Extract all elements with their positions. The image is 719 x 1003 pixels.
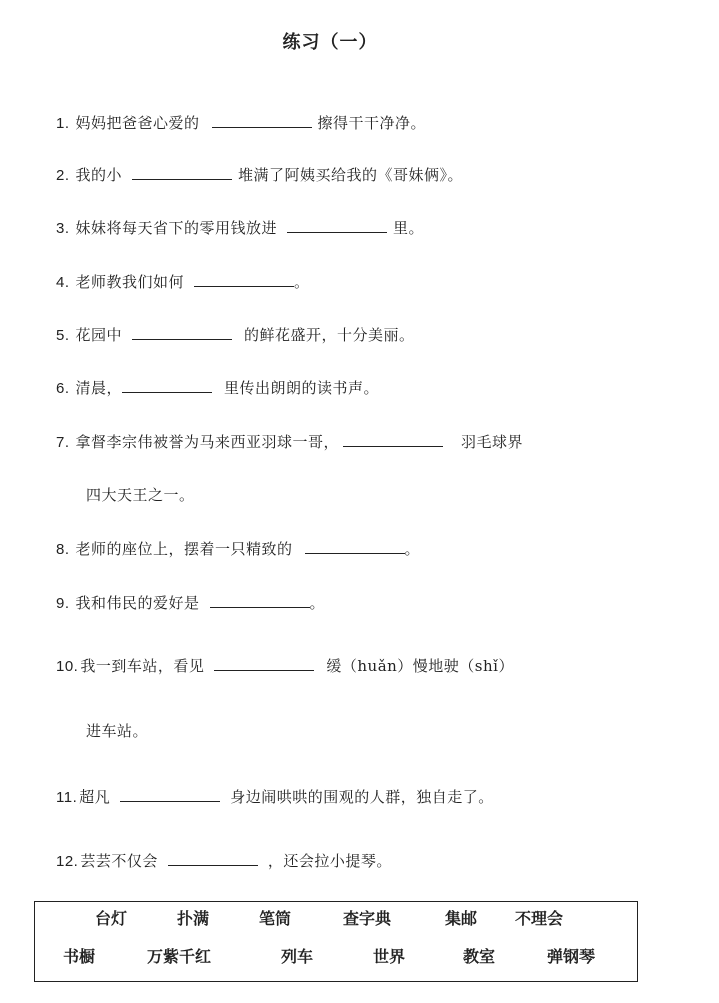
question-text-before: 我一到车站，看见 — [80, 657, 205, 675]
word-bank-item: 书橱 — [63, 947, 96, 966]
word-bank-item: 查字典 — [343, 909, 392, 928]
question-text-after: 羽毛球界 — [461, 433, 524, 451]
question-8 — [56, 538, 420, 559]
question-number: 7. — [56, 434, 70, 451]
question-text-before: 老师的座位上，摆着一只精致的 — [75, 540, 293, 558]
question-7 — [56, 431, 523, 452]
question-text-after: 堆满了阿姨买给我的《哥妹俩》。 — [238, 166, 464, 184]
question-text-after: 。 — [404, 540, 421, 558]
answer-blank[interactable] — [132, 167, 232, 180]
word-bank-item: 教室 — [463, 947, 496, 966]
answer-blank[interactable] — [168, 853, 258, 866]
question-text-before: 芸芸不仅会 — [80, 852, 158, 870]
answer-blank[interactable] — [194, 274, 294, 287]
question-text-before: 妈妈把爸爸心爱的 — [75, 114, 200, 132]
question-11 — [56, 786, 494, 807]
question-text-after: 里传出朗朗的读书声。 — [224, 379, 380, 397]
question-text-before: 花园中 — [75, 326, 123, 344]
answer-blank[interactable] — [214, 658, 314, 671]
question-number: 12. — [56, 853, 79, 870]
word-bank-item: 扑满 — [177, 909, 210, 928]
question-text-before: 拿督李宗伟被誉为马来西亚羽球一哥， — [75, 433, 340, 451]
answer-blank[interactable] — [210, 595, 310, 608]
question-text-after: 擦得干干净净。 — [317, 114, 427, 132]
question-10 — [56, 655, 514, 676]
question-number: 10. — [56, 658, 79, 675]
question-number: 6. — [56, 380, 70, 397]
question-text-after: 缓（huǎn）慢地驶（shǐ） — [326, 657, 514, 675]
question-number: 3. — [56, 220, 70, 237]
question-text-after: 。 — [294, 273, 310, 291]
answer-blank[interactable] — [212, 115, 312, 128]
question-text-before: 超凡 — [79, 788, 111, 806]
answer-blank[interactable] — [287, 220, 387, 233]
question-text-after: 的鲜花盛开，十分美丽。 — [244, 326, 415, 344]
question-text-before: 我和伟民的爱好是 — [75, 594, 200, 612]
question-4 — [56, 271, 310, 292]
answer-blank[interactable] — [305, 541, 405, 554]
question-number: 1. — [56, 115, 70, 132]
question-7-continuation: 四大天王之一。 — [86, 486, 195, 504]
question-2 — [56, 164, 463, 185]
question-number: 11. — [56, 789, 78, 806]
question-text-after: 。 — [309, 594, 326, 612]
question-text-after: 里。 — [393, 219, 425, 237]
question-number: 2. — [56, 167, 70, 184]
answer-blank[interactable] — [122, 380, 212, 393]
word-bank-item: 世界 — [373, 947, 406, 966]
question-text-after: 身边闹哄哄的围观的人群，独自走了。 — [230, 788, 494, 806]
word-bank-item: 台灯 — [95, 909, 128, 928]
word-bank-item: 万紫千红 — [147, 947, 212, 966]
page-title: 练习（一） — [282, 32, 378, 53]
answer-blank[interactable] — [343, 434, 443, 447]
question-3 — [56, 217, 424, 238]
word-bank-item: 列车 — [281, 947, 314, 966]
question-number: 9. — [56, 595, 70, 612]
word-bank-item: 集邮 — [445, 909, 478, 928]
question-text-before: 老师教我们如何 — [75, 273, 185, 291]
question-5 — [56, 324, 415, 345]
question-text-after: ，还会拉小提琴。 — [267, 852, 392, 870]
question-text-before: 我的小 — [75, 166, 123, 184]
question-number: 4. — [56, 274, 70, 291]
word-bank-item: 笔筒 — [259, 909, 292, 928]
question-text-before: 清晨， — [75, 379, 123, 397]
question-number: 8. — [56, 541, 70, 558]
answer-blank[interactable] — [120, 789, 220, 802]
word-bank-item: 不理会 — [515, 909, 564, 928]
question-1 — [56, 112, 426, 133]
question-6 — [56, 377, 379, 398]
word-bank — [34, 901, 638, 982]
question-9 — [56, 592, 325, 613]
word-bank-item: 弹钢琴 — [547, 947, 596, 966]
answer-blank[interactable] — [132, 327, 232, 340]
question-12 — [56, 850, 392, 871]
question-number: 5. — [56, 327, 70, 344]
question-text-before: 妹妹将每天省下的零用钱放进 — [75, 219, 278, 237]
question-10-continuation: 进车站。 — [86, 722, 149, 740]
